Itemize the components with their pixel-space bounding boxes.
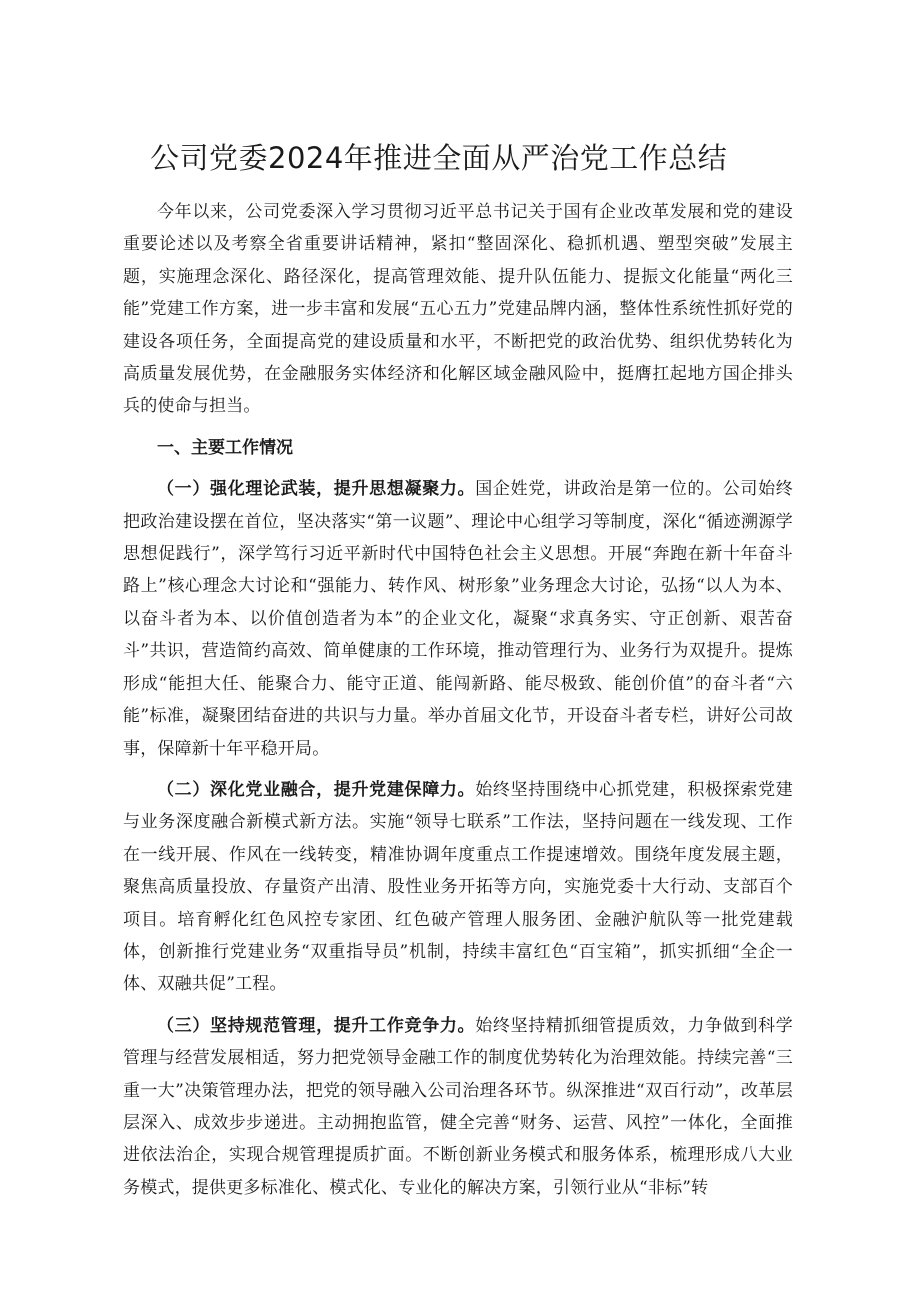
section-heading: 一、主要工作情况: [157, 437, 293, 458]
item-lead-2: （二）深化党业融合，提升党建保障力。: [157, 779, 476, 800]
item-paragraph-2: [123, 774, 793, 1001]
item-text-1: 国企姓党，讲政治是第一位的。公司始终把政治建设摆在首位，坚决落实“第一议题”、理论中心组学习等制度，深化“循迹溯源学思想促践行”，深学笃行习近平新时代中国特色社会主义思想。开展“奔跑在新十年奋斗路上”核心理念大讨论和“强能力、转作风、树形象”业务理念大讨论，弘扬“以人为本、以奋斗者为本、以价值创造者为本”的企业文化，凝聚“求真务实、守正创新、艰苦奋斗”共识，营造简约高效、简单健康的工作环境，推动管理行为、业务行为双提升。提炼形成“能担大任、能聚合力、能守正道、能闯新路、能尽极致、能创价值”的奋斗者“六能”标准，凝聚团结奋进的共识与力量。举办首届文化节，开设奋斗者专栏，讲好公司故事，保障新十年平稳开局。: [123, 479, 793, 759]
item-paragraph-3: [123, 1010, 793, 1204]
item-lead-3: （三）坚持规范管理，提升工作竞争力。: [157, 1015, 476, 1036]
document-title: 公司党委2024年推进全面从严治党工作总结: [150, 141, 728, 175]
document-body: [123, 196, 793, 1204]
item-text-3: 始终坚持精抓细管提质效，力争做到科学管理与经营发展相适，努力把党领导金融工作的制度优势转化为治理效能。持续完善“三重一大”决策管理办法，把党的领导融入公司治理各环节。纵深推进“双百行动”，改革层层深入、成效步步递进。主动拥抱监管，健全完善“财务、运营、风控”一体化，全面推进依法治企，实现合规管理提质扩面。不断创新业务模式和服务体系，梳理形成八大业务模式，提供更多标准化、模式化、专业化的解决方案，引领行业从“非标”转: [123, 1015, 793, 1198]
item-paragraph-1: [123, 473, 793, 765]
intro-paragraph: 今年以来，公司党委深入学习贯彻习近平总书记关于国有企业改革发展和党的建设重要论述以及考察全省重要讲话精神，紧扣“整固深化、稳抓机遇、塑型突破”发展主题，实施理念深化、路径深化，提高管理效能、提升队伍能力、提振文化能量“两化三能”党建工作方案，进一步丰富和发展“五心五力”党建品牌内涵，整体性系统性抓好党的建设各项任务，全面提高党的建设质量和水平，不断把党的政治优势、组织优势转化为高质量发展优势，在金融服务实体经济和化解区域金融风险中，挺膺扛起地方国企排头兵的使命与担当。: [123, 202, 793, 417]
item-text-2: 始终坚持围绕中心抓党建，积极探索党建与业务深度融合新模式新方法。实施“领导七联系”工作法，坚持问题在一线发现、工作在一线开展、作风在一线转变，精准协调年度重点工作提速增效。围绕年度发展主题，聚焦高质量投放、存量资产出清、股性业务开拓等方向，实施党委十大行动、支部百个项目。培育孵化红色风控专家团、红色破产管理人服务团、金融沪航队等一批党建载体，创新推行党建业务“双重指导员”机制，持续丰富红色“百宝箱”，抓实抓细“全企一体、双融共促”工程。: [123, 779, 793, 995]
item-lead-1: （一）强化理论武装，提升思想凝聚力。: [157, 479, 476, 500]
